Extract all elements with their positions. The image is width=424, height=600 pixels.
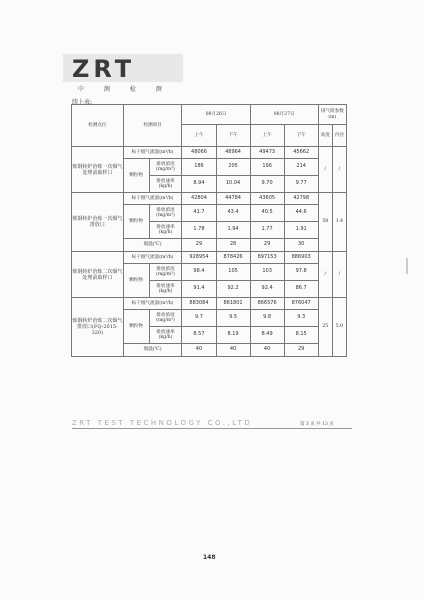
value-cell: 41.7	[182, 205, 216, 222]
value-cell: 8.49	[250, 327, 284, 344]
pollutant-cell: 颗粒物	[123, 310, 149, 344]
header-pm-2: 下午	[284, 125, 318, 147]
header-stack: 排气筒参数(m)	[318, 105, 346, 125]
header-height: 高度	[318, 125, 332, 147]
diameter-cell: /	[332, 147, 346, 193]
continued-label: 续上表:	[72, 99, 93, 106]
value-cell: 9.8	[250, 310, 284, 327]
value-cell: 40.5	[250, 205, 284, 222]
diameter-cell: 1.4	[332, 193, 346, 252]
value-cell: 92.2	[216, 281, 250, 298]
value-cell: 40	[250, 344, 284, 357]
table-row	[72, 193, 347, 205]
rate-label: 排放速率(kg/h)	[149, 176, 182, 193]
rate-label: 排放速率(kg/h)	[149, 222, 182, 239]
value-cell: 9.3	[284, 310, 318, 327]
table-row	[72, 298, 347, 310]
value-cell: 40	[182, 344, 216, 357]
scan-mark	[406, 258, 408, 274]
value-cell: 44.6	[284, 205, 318, 222]
value-cell: 42798	[284, 193, 318, 205]
value-cell: 1.94	[216, 222, 250, 239]
value-cell: 9.77	[284, 176, 318, 193]
header-date1: 08月26日	[182, 105, 250, 125]
value-cell: 10.04	[216, 176, 250, 193]
rate-label: 排放速率(kg/h)	[149, 327, 182, 344]
temp-label: 烟温(℃)	[123, 239, 182, 252]
value-cell: 886903	[284, 252, 318, 264]
height-cell: 58	[318, 193, 332, 252]
value-cell: 883084	[182, 298, 216, 310]
value-cell: 49473	[250, 147, 284, 159]
value-cell: 205	[216, 159, 250, 176]
conc-label: 排放浓度(mg/m³)	[149, 310, 182, 327]
header-row-1	[72, 105, 347, 125]
value-cell: 9.70	[250, 176, 284, 193]
value-cell: 28	[216, 239, 250, 252]
rate-label: 排放速率(kg/h)	[149, 281, 182, 298]
pollutant-cell: 颗粒物	[123, 205, 149, 239]
height-cell: /	[318, 252, 332, 298]
value-cell: 9.5	[216, 310, 250, 327]
flow-label: 标干烟气流量(m³/h)	[123, 298, 182, 310]
value-cell: 48066	[182, 147, 216, 159]
value-cell: 1.78	[182, 222, 216, 239]
value-cell: 29	[284, 344, 318, 357]
header-point: 检测点位	[72, 105, 124, 147]
diameter-cell: /	[332, 252, 346, 298]
value-cell: 40	[216, 344, 250, 357]
value-cell: 45662	[284, 147, 318, 159]
value-cell: 9.7	[182, 310, 216, 327]
value-cell: 1.77	[250, 222, 284, 239]
pollutant-cell: 颗粒物	[123, 159, 149, 193]
value-cell: 8.15	[284, 327, 318, 344]
header-am-2: 上午	[250, 125, 284, 147]
company-logo: ZRT	[72, 55, 136, 83]
value-cell: 214	[284, 159, 318, 176]
value-cell: 86.7	[284, 281, 318, 298]
diameter-cell: 5.0	[332, 298, 346, 357]
header-item: 检测项目	[123, 105, 182, 147]
value-cell: 92.4	[250, 281, 284, 298]
value-cell: 928954	[182, 252, 216, 264]
conc-label: 排放浓度(mg/m³)	[149, 205, 182, 222]
table-row	[72, 147, 347, 159]
footer-page-count: 第 3 页 共 13 页	[300, 422, 334, 427]
value-cell: 42804	[182, 193, 216, 205]
value-cell: 103	[250, 264, 284, 281]
location-cell: 炼钢转炉治炼一次烟气处理前取样口	[72, 147, 124, 193]
footer-company: ZRT TEST TECHNOLOGY CO.,LTD	[72, 419, 253, 427]
value-cell: 98.4	[182, 264, 216, 281]
value-cell: 897153	[250, 252, 284, 264]
value-cell: 48964	[216, 147, 250, 159]
value-cell: 30	[284, 239, 318, 252]
value-cell: 91.4	[182, 281, 216, 298]
footer-divider	[72, 428, 352, 429]
value-cell: 186	[182, 159, 216, 176]
value-cell: 29	[182, 239, 216, 252]
value-cell: 8.19	[216, 327, 250, 344]
value-cell: 43605	[250, 193, 284, 205]
value-cell: 8.57	[182, 327, 216, 344]
flow-label: 标干烟气流量(m³/h)	[123, 147, 182, 159]
value-cell: 8.94	[182, 176, 216, 193]
height-cell: 25	[318, 298, 332, 357]
flow-label: 标干烟气流量(m³/h)	[123, 252, 182, 264]
value-cell: 105	[216, 264, 250, 281]
table-row	[72, 252, 347, 264]
value-cell: 43.4	[216, 205, 250, 222]
temp-label: 烟温(℃)	[123, 344, 182, 357]
value-cell: 878426	[216, 252, 250, 264]
value-cell: 97.8	[284, 264, 318, 281]
header-pm-1: 下午	[216, 125, 250, 147]
page-number: 148	[203, 554, 216, 561]
value-cell: 876047	[284, 298, 318, 310]
header-am-1: 上午	[182, 125, 216, 147]
pollutant-cell: 颗粒物	[123, 264, 149, 298]
location-cell: 炼钢转炉治炼二次烟气排放口(FQ-2015-320)	[72, 298, 124, 357]
conc-label: 排放浓度(mg/m³)	[149, 264, 182, 281]
conc-label: 排放浓度(mg/m³)	[149, 159, 182, 176]
value-cell: 196	[250, 159, 284, 176]
location-cell: 炼钢转炉治炼一次烟气排放口	[72, 193, 124, 252]
header-diameter: 内径	[332, 125, 346, 147]
header-date2: 08月27日	[250, 105, 318, 125]
value-cell: 44784	[216, 193, 250, 205]
company-subtitle: 中 测 检 测	[78, 86, 171, 93]
height-cell: /	[318, 147, 332, 193]
value-cell: 1.91	[284, 222, 318, 239]
value-cell: 29	[250, 239, 284, 252]
value-cell: 861801	[216, 298, 250, 310]
location-cell: 炼钢转炉治炼二次烟气处理前取样口	[72, 252, 124, 298]
emission-table	[71, 104, 347, 357]
flow-label: 标干烟气流量(m³/h)	[123, 193, 182, 205]
value-cell: 866576	[250, 298, 284, 310]
